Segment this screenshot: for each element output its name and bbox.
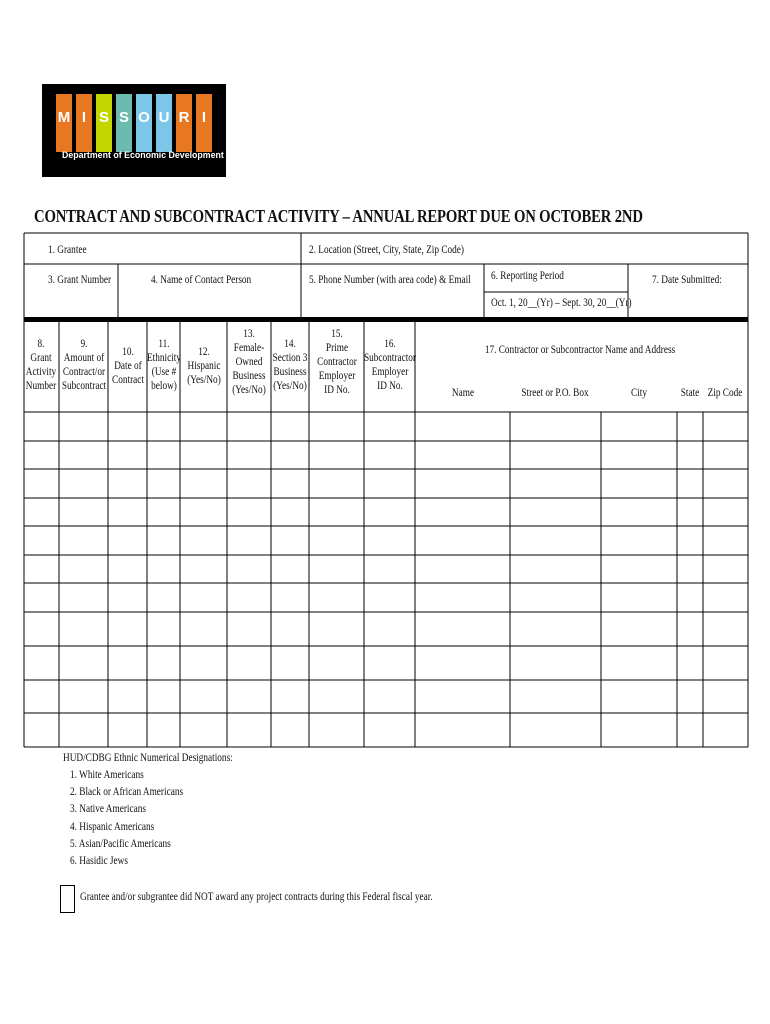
phone-email-label: 5. Phone Number (with area code) & Email (309, 273, 471, 286)
col-city: City (631, 386, 647, 399)
legend-item: 2. Black or African Americans (70, 785, 184, 798)
legend-item: 4. Hispanic Americans (70, 820, 155, 833)
logo-letter: U (158, 109, 170, 126)
reporting-period-label: 6. Reporting Period (491, 269, 564, 282)
logo-letter: I (201, 109, 207, 126)
col-street: Street or P.O. Box (521, 386, 589, 399)
grant-number-label: 3. Grant Number (48, 273, 112, 286)
logo-letter: M (57, 109, 71, 126)
col-name: Name (451, 386, 475, 399)
col-state: State (680, 386, 700, 399)
legend-item: 6. Hasidic Jews (70, 854, 128, 867)
col-female-owned: 13. Female- Owned Business (Yes/No) (232, 327, 266, 396)
col-subcontractor-id: 16. Subcontractor Employer ID No. (363, 337, 417, 392)
col-zip-code: Zip Code (707, 386, 743, 399)
logo-letter: S (118, 109, 129, 126)
legend-item: 1. White Americans (70, 768, 144, 781)
col-ethnicity: 11. Ethnicity (Use # below) (146, 337, 181, 392)
logo-letter: S (98, 109, 109, 126)
logo-letter: O (138, 109, 150, 126)
grantee-label: 1. Grantee (48, 243, 87, 256)
reporting-period-value: Oct. 1, 20__(Yr) – Sept. 30, 20__(Yr) (491, 296, 632, 309)
logo-letter: I (81, 109, 87, 126)
logo-letter: R (178, 109, 190, 126)
legend-item: 5. Asian/Pacific Americans (70, 837, 171, 850)
legend-title: HUD/CDBG Ethnic Numerical Designations: (63, 751, 233, 764)
contact-person-label: 4. Name of Contact Person (151, 273, 252, 286)
col-section-3: 14. Section 3 Business (Yes/No) (272, 337, 308, 392)
logo-subtitle: Department of Economic Development (62, 150, 224, 160)
col-prime-contractor-id: 15. Prime Contractor Employer ID No. (317, 327, 357, 396)
col-contractor-name-address: 17. Contractor or Subcontractor Name and Address (484, 343, 676, 356)
col-date-of-contract: 10. Date of Contract (112, 345, 144, 386)
date-submitted-label: 7. Date Submitted: (652, 273, 722, 286)
col-hispanic: 12. Hispanic (Yes/No) (187, 345, 221, 386)
location-label: 2. Location (Street, City, State, Zip Code) (309, 243, 464, 256)
no-contracts-note: Grantee and/or subgrantee did NOT award any project contracts during this Federal fiscal year. (80, 890, 433, 903)
col-grant-activity-number: 8. Grant Activity Number (25, 337, 57, 392)
document-title: CONTRACT AND SUBCONTRACT ACTIVITY – ANNUAL REPORT DUE ON OCTOBER 2ND (34, 206, 643, 226)
legend-item: 3. Native Americans (70, 802, 146, 815)
col-amount-of-contract: 9. Amount of Contract/or Subcontract (61, 337, 107, 392)
no-contracts-checkbox[interactable] (60, 885, 75, 913)
